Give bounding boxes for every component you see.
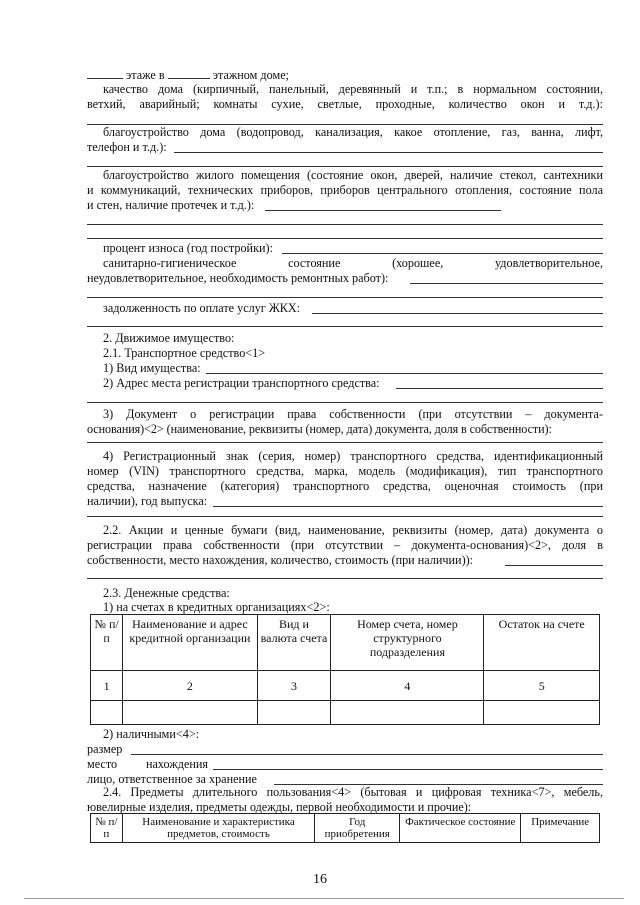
cash-custodian-label: лицо, ответственное за хранение [87,772,257,786]
cell-number: 1 [91,671,123,701]
ownership-doc-line2: основания)<2> (наименование, реквизиты (номер, дата) документа, доля в собственности): [87,422,552,436]
reg-sign-fill[interactable] [213,506,603,507]
vehicle-address-rule[interactable] [87,402,603,403]
floor-mid-text: этаже в [126,68,165,82]
sanitary-line2: неудовлетворительное, необходимость ремонтных работ): [87,271,389,285]
utility-debt-label: задолженность по оплате услуг ЖКХ: [103,301,301,315]
col-year-header: Год приобретения [315,814,400,843]
securities-line2: регистрации права собственности (при отсутствии – документа-основания)<2>, доля в [87,538,603,552]
durables-line2: ювелирные изделия, предметы одежды, первой необходимости и прочие): [87,800,472,814]
reg-sign-rule[interactable] [87,516,603,517]
property-type-fill[interactable] [206,373,603,374]
reg-sign-line2: номер (VIN) транспортного средства, марка, модель (модификация), тип транспортного [87,464,603,478]
reg-sign-line1: 4) Регистрационный знак (серия, номер) транспортного средства, идентификационный [103,449,603,463]
utility-debt-rule[interactable] [87,326,603,327]
apartment-amenities-rule1[interactable] [87,224,603,225]
col-account-number-header: Номер счета, номер структурного подразделения [331,615,484,671]
bank-accounts-label: 1) на счетах в кредитных организациях<2>: [103,600,330,614]
securities-rule[interactable] [87,578,603,579]
table-header-row [91,814,600,843]
page-number: 16 [313,872,327,887]
sanitary-fill[interactable] [410,283,603,284]
section-2-1-heading: 2.1. Транспортное средство<1> [103,346,266,360]
securities-line1: 2.2. Акции и ценные бумаги (вид, наименование, реквизиты (номер, дата) документа о [103,523,603,537]
cash-amount-fill[interactable] [131,754,603,755]
apartment-amenities-rule2[interactable] [87,238,603,239]
apartment-amenities-line3: и стен, наличие протечек и т.д.): [87,198,255,212]
house-amenities-line2: телефон и т.д.): [87,140,167,154]
col-number-header: № п/п [91,615,123,671]
floor-line [87,67,289,82]
cash-location-label2: нахождения [146,757,209,771]
table-row [91,671,600,701]
utility-debt-fill[interactable] [312,313,603,314]
wear-percent-fill[interactable] [282,253,603,254]
apartment-amenities-line2: и коммуникаций, технических приборов, приборов центрального отопления, состояние пола [87,183,603,197]
wear-percent-label: процент износа (год постройки): [103,241,273,255]
vehicle-address-fill[interactable] [396,388,603,389]
apartment-amenities-fill[interactable] [265,210,501,211]
cash-label: 2) наличными<4>: [103,727,200,741]
house-quality-line2: ветхий, аварийный; комнаты сухие, светлые, проходные, количество окон и т.д.): [87,97,603,111]
col-note-header: Примечание [521,814,600,843]
col-number-header: № п/п [91,814,123,843]
floors-total-blank[interactable] [168,67,210,79]
section-2-3-heading: 2.3. Денежные средства: [103,586,230,600]
empty-cell[interactable] [331,701,484,725]
cell-account-type: 3 [257,671,331,701]
apartment-amenities-line1: благоустройство жилого помещения (состояние окон, дверей, наличие стекол, сантехники [103,168,603,182]
col-account-type-header: Вид и валюта счета [257,615,331,671]
empty-cell[interactable] [257,701,331,725]
col-bank-name-header: Наименование и адрес кредитной организации [123,615,257,671]
empty-cell[interactable] [123,701,257,725]
cell-bank-name: 2 [123,671,257,701]
durables-table [90,813,600,843]
cash-amount-label: размер [87,742,123,756]
table-row[interactable] [91,701,600,725]
securities-fill[interactable] [505,565,603,566]
cash-location-fill[interactable] [213,769,603,770]
table-header-row [91,615,600,671]
empty-cell[interactable] [91,701,123,725]
reg-sign-line4: наличии), год выпуска: [87,494,208,508]
sanitary-rule[interactable] [87,297,603,298]
col-condition-header: Фактическое состояние [400,814,521,843]
reg-sign-line3: средства, назначение (категория) транспортного средства, оценочная стоимость (при [87,479,603,493]
vehicle-address-label: 2) Адрес места регистрации транспортного средства: [103,376,380,390]
cell-balance: 5 [484,671,600,701]
cell-account-number: 4 [331,671,484,701]
section-2-heading: 2. Движимое имущество: [103,331,235,345]
durables-line1: 2.4. Предметы длительного пользования<4> (бытовая и цифровая техника<7>, мебель, [103,785,603,799]
house-amenities-fill[interactable] [174,152,603,153]
cash-location-label1: место [87,757,118,771]
sanitary-line1: санитарно-гигиеническое состояние (хорошее, удовлетворительное, [103,256,603,270]
property-type-label: 1) Вид имущества: [103,361,201,375]
floor-blank[interactable] [87,67,123,79]
ownership-doc-line1: 3) Документ о регистрации права собственности (при отсутствии – документа- [103,407,603,421]
house-amenities-rule[interactable] [87,166,603,167]
col-balance-header: Остаток на счете [484,615,600,671]
securities-line3: собственности, место нахождения, количество, стоимость (при наличии)): [87,553,474,567]
ownership-doc-rule[interactable] [87,442,603,443]
col-item-header: Наименование и характеристика предметов, стоимость [122,814,315,843]
house-quality-line1: качество дома (кирпичный, панельный, деревянный и т.п.; в нормальном состоянии, [103,82,603,96]
empty-cell[interactable] [484,701,600,725]
floor-end-text: этажном доме; [212,68,289,82]
footer-divider [24,898,624,899]
house-amenities-line1: благоустройство дома (водопровод, канализация, какое отопление, газ, ванна, лифт, [103,125,603,139]
bank-accounts-table [90,614,600,725]
